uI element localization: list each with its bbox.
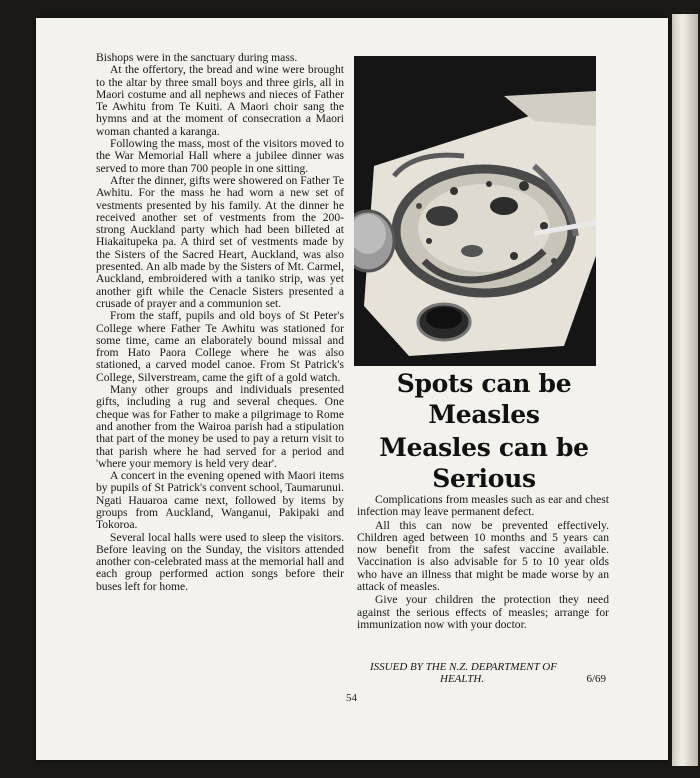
headline-line: Measles [428, 400, 540, 429]
article-paragraph: Following the mass, most of the visitors moved to the War Memorial Hall where a jubilee dinner was served to more than 700 people in one sitting. [96, 137, 344, 175]
headline-line: Serious [432, 464, 536, 493]
advert-code: 6/69 [586, 673, 606, 685]
article-paragraph: Several local halls were used to sleep the visitors. Before leaving on the Sunday, the visitors attended another con-celebrated mass at the memorial hall and each group performed action songs before their buses left for home. [96, 530, 344, 593]
page-number: 54 [346, 692, 357, 704]
article-paragraph: Bishops were in the sanctuary during mass. [96, 51, 298, 64]
article-paragraph: At the offertory, the bread and wine were brought to the altar by three small boys and three girls, all in Maori costume and all nephews and nieces of Father Te Awhitu from Te Kuiti. A Maori choir sang the hymns and at the moment of consecration a Maori woman chanted a karanga. [96, 63, 344, 138]
advert-body [357, 494, 609, 632]
article-paragraph: A concert in the evening opened with Maori items by pupils of St Patrick's convent school, Taumarunui. Ngati Hauaroa came next, followed by items by groups from Auckland, Wanganui, Pakipaki and Tokoroa. [96, 469, 344, 532]
article-paragraph: After the dinner, gifts were showered on Father Te Awhitu. For the mass he had worn a new set of vestments presented by his family. At the dinner he received another set of vestments from the 200-strong Auckland party which had been billeted at Hiakaitupeka pa. A third set of vestments made by the Sisters of the Sacred Heart, Auckland, was also presented. An alb made by the Sisters of Mt. Carmel, Auckland, embroidered with a taniko strip, was yet another gift while the Cenacle Sisters presented a crusade of prayer and a communion set. [96, 173, 344, 310]
issued-by-notice [370, 661, 606, 685]
advert-paragraph: Complications from measles such as ear and chest infection may leave permanent defect. [357, 493, 609, 519]
advert-paragraph: Give your children the protection they need against the serious effects of measles; arrange for immunization now with your doctor. [357, 593, 609, 631]
measles-illustration-icon [354, 56, 596, 366]
article-paragraph: Many other groups and individuals presented gifts, including a rug and several cheques. One cheque was for Father to make a pilgrimage to Rome and another from the Wairoa parish had a stipulation that part of the money be used to pay a return visit to that parish where he had served for a period and 'where your memory is held very dear'. [96, 383, 344, 470]
issued-line-1: ISSUED BY THE N.Z. DEPARTMENT OF [370, 661, 557, 673]
issued-line-2: HEALTH. [440, 673, 485, 685]
headline-line: Measles can be [379, 433, 589, 462]
article-column [96, 52, 344, 593]
measles-photo [354, 56, 596, 366]
article-paragraph: From the staff, pupils and old boys of St Peter's College where Father Te Awhitu was stationed for some time, came an elaborately bound missal and from Hato Paora College where he was also stationed, a carved model canoe. From St Patrick's College, Silverstream, came the gift of a gold watch. [96, 309, 344, 384]
page-edge [672, 14, 698, 766]
advert-paragraph: All this can now be prevented effectively. Children aged between 10 months and 5 years can now benefit from the safest vaccine available. Vaccination is also advisable for 5 to 10 year olds who have an illness that might be made worse by an attack of measles. [357, 518, 609, 594]
headline-line: Spots can be [396, 369, 572, 398]
advert-headline [356, 368, 612, 494]
